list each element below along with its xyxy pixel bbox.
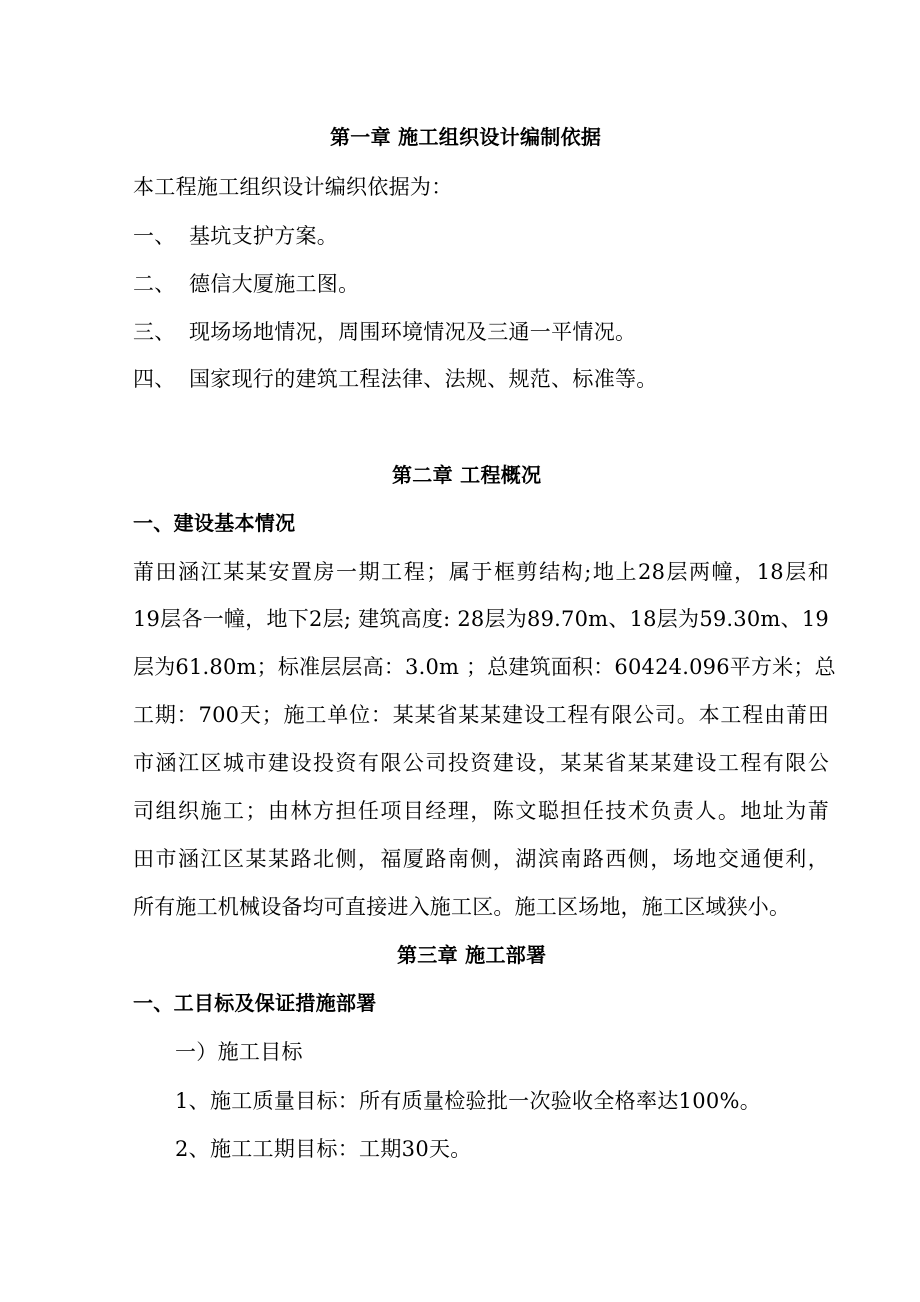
paragraph-line: 司组织施工；由林方担任项目经理，陈文聪担任技术负责人。地址为莆 [133,799,829,823]
paragraph-line: 莆田涵江某某安置房一期工程；属于框剪结构;地上28层两幢，18层和 [133,560,829,584]
paragraph-line: 市涵江区城市建设投资有限公司投资建设，某某省某某建设工程有限公 [133,751,829,775]
paragraph-line: 田市涵江区某某路北侧，福厦路南侧，湖滨南路西侧，场地交通便利， [133,847,829,871]
goal-item-schedule: 2、施工工期目标：工期30天。 [175,1137,472,1161]
section-construction-basics-title: 一、建设基本情况 [133,511,296,535]
basis-item-text: 现场场地情况，周围环境情况及三通一平情况。 [189,320,637,344]
chapter-1-intro: 本工程施工组织设计编织依据为： [133,175,453,199]
chapter-1-title: 第一章 施工组织设计编制依据 [330,125,602,149]
paragraph-line: 工期：700天；施工单位：某某省某某建设工程有限公司。本工程由莆田 [133,703,829,727]
basis-item-number: 四、 [133,367,176,391]
paragraph-line: 19层各一幢，地下2层; 建筑高度: 28层为89.70m、18层为59.30m、19 [133,607,829,631]
basis-item-text: 德信大厦施工图。 [189,272,360,296]
basis-item-4 [133,365,658,393]
subsection-construction-goals-title: 一）施工目标 [175,1040,303,1064]
paragraph-line: 所有施工机械设备均可直接进入施工区。施工区场地，施工区域狭小。 [133,895,791,919]
goal-item-quality: 1、施工质量目标：所有质量检验批一次验收全格率达100%。 [175,1089,762,1113]
basis-item-number: 一、 [133,224,176,248]
basis-item-3 [133,318,636,346]
chapter-2-title: 第二章 工程概况 [392,463,542,487]
paragraph-line: 层为61.80m；标准层层高：3.0m ；总建筑面积：60424.096平方米；总 [133,655,836,679]
section-goals-measures-title: 一、工目标及保证措施部署 [133,991,377,1015]
basis-item-text: 国家现行的建筑工程法律、法规、规范、标准等。 [189,367,658,391]
basis-item-number: 二、 [133,272,176,296]
basis-item-2 [133,270,359,298]
basis-item-1 [133,222,338,250]
chapter-3-title: 第三章 施工部署 [397,943,547,967]
basis-item-text: 基坑支护方案。 [189,224,339,248]
basis-item-number: 三、 [133,320,176,344]
